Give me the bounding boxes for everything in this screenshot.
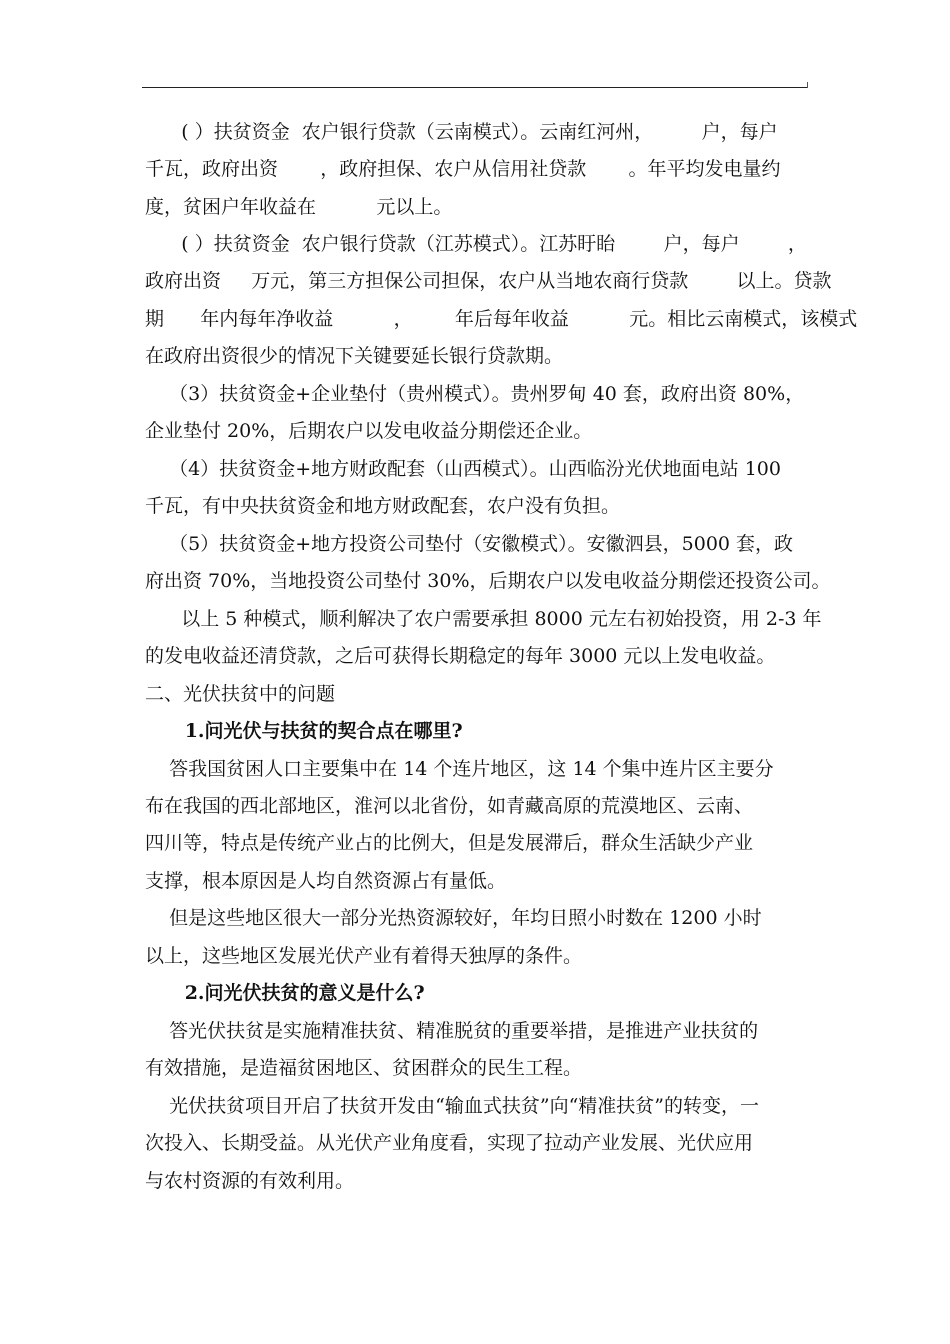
text-line: （3）扶贫资金+企业垫付（贵州模式）。贵州罗甸 40 套，政府出资 80%， <box>145 383 805 405</box>
header-rule <box>142 87 808 88</box>
question-heading: 2.问光伏扶贫的意义是什么? <box>145 982 425 1004</box>
section-heading: 二、光伏扶贫中的问题 <box>145 683 336 705</box>
text-line: 答光伏扶贫是实施精准扶贫、精准脱贫的重要举措，是推进产业扶贫的 <box>145 1020 759 1042</box>
text-line: 度，贫困户年收益在 元以上。 <box>145 196 453 218</box>
text-line: 布在我国的西北部地区，淮河以北省份，如青藏高原的荒漠地区、云南、 <box>145 795 754 817</box>
text-line: 答我国贫困人口主要集中在 14 个连片地区，这 14 个集中连片区主要分 <box>145 758 774 780</box>
header-rule-mark <box>807 82 811 88</box>
text-line: 支撑，根本原因是人均自然资源占有量低。 <box>145 870 507 892</box>
text-line: 的发电收益还清贷款，之后可获得长期稳定的每年 3000 元以上发电收益。 <box>145 645 776 667</box>
text-line: 在政府出资很少的情况下关键要延长银行贷款期。 <box>145 345 564 367</box>
text-line: 有效措施，是造福贫困地区、贫困群众的民生工程。 <box>145 1057 583 1079</box>
text-line: ( ）扶贫资金 农户银行贷款（云南模式）。云南红河州， 户，每户 <box>145 121 778 143</box>
text-line: 千瓦，政府出资 ，政府担保、农户从信用社贷款 。年平均发电量约 <box>145 158 781 180</box>
question-heading: 1.问光伏与扶贫的契合点在哪里? <box>145 720 463 742</box>
text-line: 府出资 70%，当地投资公司垫付 30%，后期农户以发电收益分期偿还投资公司。 <box>145 570 831 592</box>
text-line: 期 年内每年净收益 ， 年后每年收益 元。相比云南模式，该模式 <box>145 308 858 330</box>
text-line: 企业垫付 20%，后期农户以发电收益分期偿还企业。 <box>145 420 593 442</box>
text-line: （5）扶贫资金+地方投资公司垫付（安徽模式）。安徽泗县，5000 套，政 <box>145 533 794 555</box>
text-line: 政府出资 万元，第三方担保公司担保，农户从当地农商行贷款 以上。贷款 <box>145 270 832 292</box>
text-line: 以上 5 种模式，顺利解决了农户需要承担 8000 元左右初始投资，用 2-3 年 <box>145 608 822 630</box>
text-line: 以上，这些地区发展光伏产业有着得天独厚的条件。 <box>145 945 583 967</box>
text-line: 次投入、长期受益。从光伏产业角度看，实现了拉动产业发展、光伏应用 <box>145 1132 754 1154</box>
text-line: ( ）扶贫资金 农户银行贷款（江苏模式）。江苏盱眙 户，每户 ， <box>145 233 807 255</box>
text-line: 光伏扶贫项目开启了扶贫开发由“输血式扶贫”向“精准扶贫”的转变，一 <box>145 1095 760 1117</box>
text-line: （4）扶贫资金+地方财政配套（山西模式）。山西临汾光伏地面电站 100 <box>145 458 781 480</box>
text-line: 千瓦，有中央扶贫资金和地方财政配套，农户没有负担。 <box>145 495 621 517</box>
text-line: 但是这些地区很大一部分光热资源较好，年均日照小时数在 1200 小时 <box>145 907 762 929</box>
text-line: 与农村资源的有效利用。 <box>145 1170 355 1192</box>
text-line: 四川等，特点是传统产业占的比例大，但是发展滞后，群众生活缺少产业 <box>145 832 754 854</box>
